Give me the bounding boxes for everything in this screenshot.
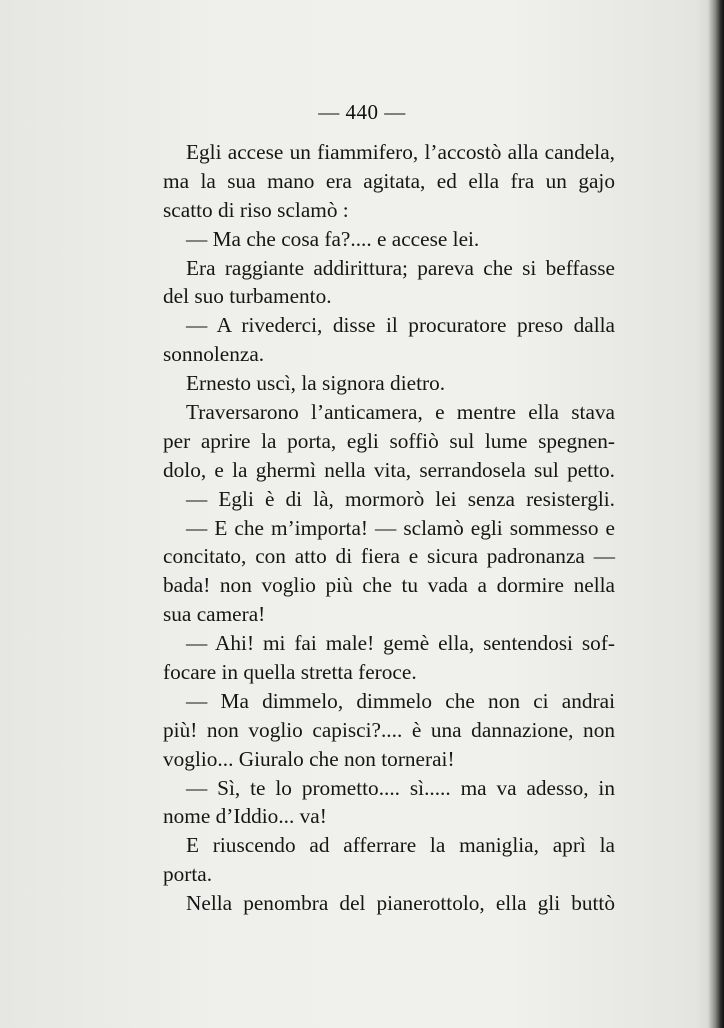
text-line: E riuscendo ad afferrare la maniglia, aprì la: [186, 833, 615, 858]
text-line: sua camera!: [163, 602, 266, 627]
text-line: ma la sua mano era agitata, ed ella fra un gajo: [163, 168, 615, 193]
text-line: Egli accese un fiammifero, l’accostò alla candela,: [186, 140, 615, 164]
text-line: concitato, con atto di fiera e sicura padronanza —: [163, 544, 615, 569]
text-line: sonnolenza.: [163, 342, 265, 367]
body-text: [163, 138, 615, 918]
text-line: del suo turbamento.: [163, 284, 332, 309]
text-line: Ernesto uscì, la signora dietro.: [186, 371, 446, 396]
text-line: Nella penombra del pianerottolo, ella gli buttò: [186, 891, 615, 916]
text-line: — A rivederci, disse il procuratore preso dalla: [186, 313, 615, 338]
text-line: — Ma che cosa fa?.... e accese lei.: [186, 226, 480, 251]
text-line: bada! non voglio più che tu vada a dormire nella: [163, 573, 615, 598]
text-line: per aprire la porta, egli soffiò sul lume spegnen-: [163, 428, 615, 453]
text-line: — E che m’importa! — sclamò egli sommesso e: [186, 515, 615, 540]
text-line: — Ahi! mi fai male! gemè ella, sentendosi sof-: [186, 631, 615, 656]
text-line: Traversarono l’anticamera, e mentre ella stava: [186, 400, 615, 425]
text-line: — Ma dimmelo, dimmelo che non ci andrai: [186, 688, 615, 713]
text-line: focare in quella stretta feroce.: [163, 660, 417, 685]
text-line: scatto di riso sclamò :: [163, 197, 349, 222]
text-line: — Sì, te lo prometto.... sì..... ma va adesso, in: [186, 775, 615, 800]
text-line: più! non voglio capisci?.... è una dannazione, non: [163, 717, 615, 742]
text-line: dolo, e la ghermì nella vita, serrandosela sul petto.: [163, 457, 615, 482]
book-spine-edge: [708, 0, 724, 1028]
text-line: Era raggiante addirittura; pareva che si beffasse: [186, 255, 615, 280]
page-number: — 440 —: [318, 100, 406, 124]
text-line: porta.: [163, 862, 213, 887]
text-line: voglio... Giuralo che non tornerai!: [163, 746, 455, 771]
text-line: — Egli è di là, mormorò lei senza resistergli.: [186, 486, 615, 511]
text-line: nome d’Iddio... va!: [163, 804, 327, 829]
